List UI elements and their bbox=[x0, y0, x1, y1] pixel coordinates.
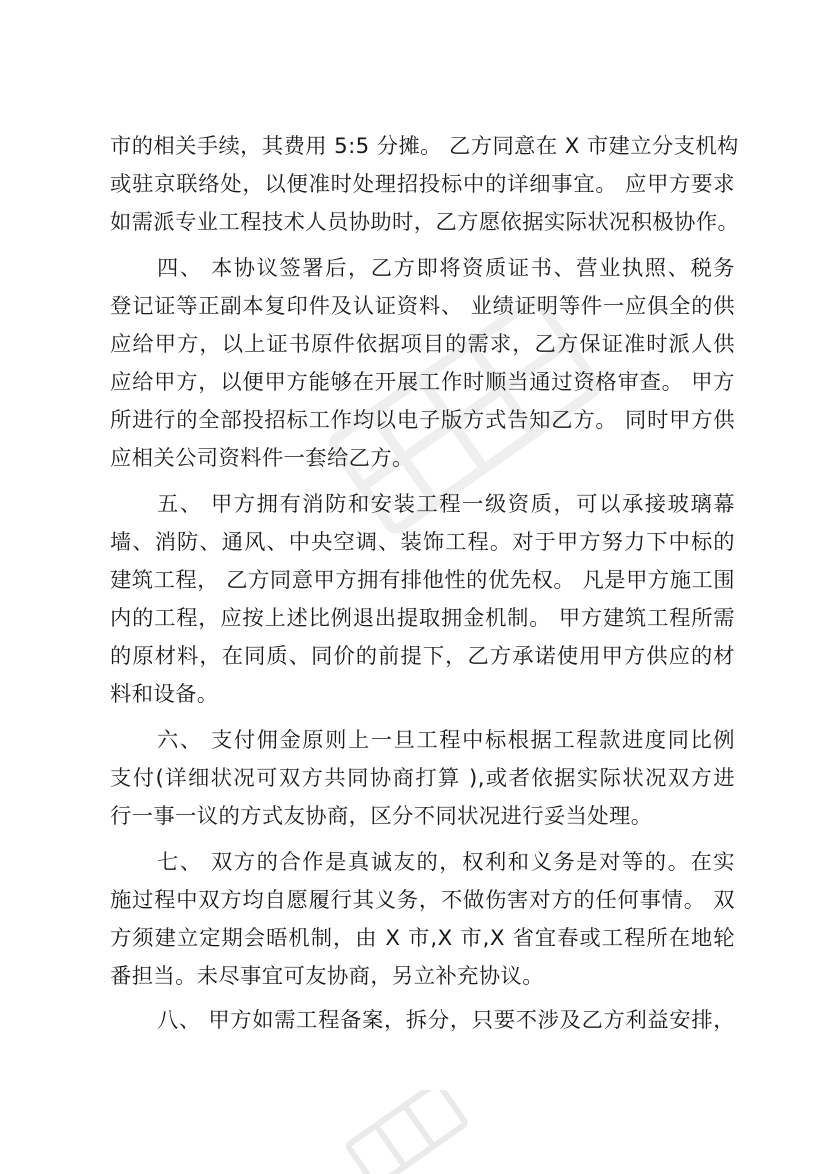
clause-eight-heading-line: 八、 甲方如需工程备案，拆分，只要不涉及乙方利益安排， bbox=[157, 1008, 735, 1033]
text-line: 支付(详细状况可双方共同协商打算 ),或者依据实际状况双方进 bbox=[110, 766, 735, 791]
clause-five-heading-line: 五、 甲方拥有消防和安装工程一级资质，可以承接玻璃幕 bbox=[157, 492, 735, 517]
text-line: 方须建立定期会晤机制，由 X 市,X 市,X 省宜春或工程所在地轮 bbox=[110, 926, 735, 951]
text-line: 应给甲方，以上证书原件依据项目的需求，乙方保证准时派人供 bbox=[110, 332, 735, 357]
text-line: 内的工程，应按上述比例退出提取拥金机制。 甲方建筑工程所需 bbox=[110, 606, 735, 631]
clause-six-heading-line: 六、 支付佣金原则上一旦工程中标根据工程款进度同比例 bbox=[157, 728, 735, 753]
text-line: 施过程中双方均自愿履行其义务，不做伤害对方的任何事情。 双 bbox=[110, 888, 735, 913]
clause-four-heading-line: 四、 本协议签署后，乙方即将资质证书、营业执照、税务 bbox=[157, 256, 735, 281]
text-line: 料和设备。 bbox=[110, 682, 219, 707]
text-line: 墙、消防、通风、中央空调、装饰工程。对于甲方努力下中标的 bbox=[110, 530, 735, 555]
text-line: 应给甲方，以便甲方能够在开展工作时顺当通过资格审查。 甲方 bbox=[110, 370, 735, 395]
clause-seven-heading-line: 七、 双方的合作是真诚友的，权利和义务是对等的。在实 bbox=[157, 850, 735, 875]
text-line: 建筑工程， 乙方同意甲方拥有排他性的优先权。 凡是甲方施工围 bbox=[110, 568, 735, 593]
text-line: 的原材料，在同质、同价的前提下，乙方承诺使用甲方供应的材 bbox=[110, 644, 735, 669]
text-line: 番担当。未尽事宜可友协商，另立补充协议。 bbox=[110, 964, 544, 989]
text-line: 或驻京联络处，以便准时处理招投标中的详细事宜。 应甲方要求 bbox=[110, 172, 735, 197]
text-line: 所进行的全部投招标工作均以电子版方式告知乙方。 同时甲方供 bbox=[110, 408, 735, 433]
text-line: 行一事一议的方式友协商，区分不同状况进行妥当处理。 bbox=[110, 804, 653, 829]
text-line: 市的相关手续，其费用 5:5 分摊。 乙方同意在 X 市建立分支机构 bbox=[110, 134, 739, 159]
text-line: 如需派专业工程技术人员协助时，乙方愿依据实际状况积极协作。 bbox=[110, 210, 740, 235]
text-line: 登记证等正副本复印件及认证资料、 业绩证明等件一应俱全的供 bbox=[110, 294, 735, 319]
watermark-logo-bottom bbox=[330, 1090, 480, 1174]
text-line: 应相关公司资料件一套给乙方。 bbox=[110, 446, 414, 471]
